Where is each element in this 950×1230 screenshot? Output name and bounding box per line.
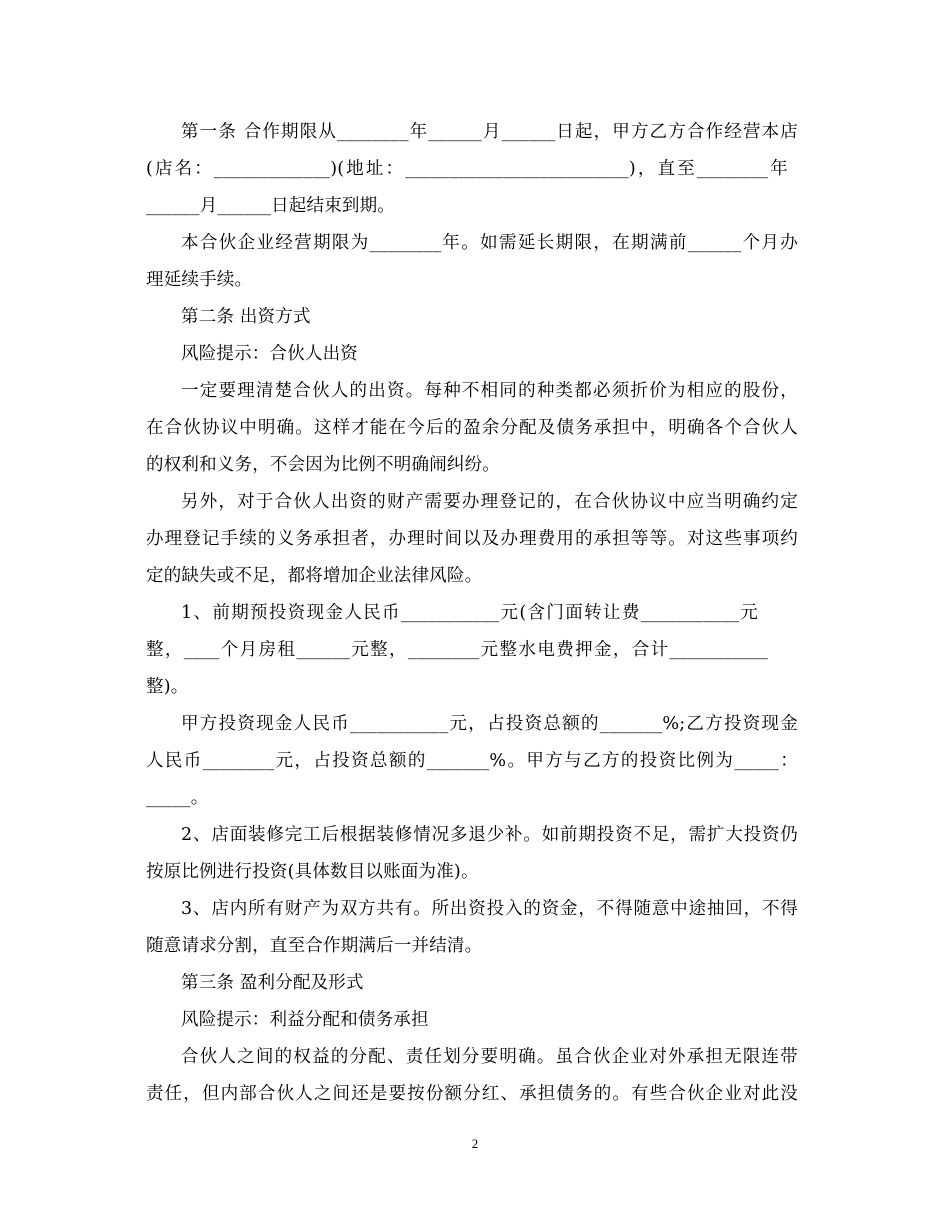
text-line-17: 甲方投资现金人民币___________元，占投资总额的_______%;乙方投资现金 xyxy=(181,714,798,734)
text-line-18: 人民币________元，占投资总额的_______%。甲方与乙方的投资比例为_____： xyxy=(146,751,798,771)
text-line-10: 的权利和义务，不会因为比例不明确闹纠纷。 xyxy=(146,455,500,475)
text-line-2: (店名：_____________)(地址：_________________________)，直至________年 xyxy=(146,159,788,179)
text-line-19: _____。 xyxy=(146,788,209,808)
text-line-14: 1、前期预投资现金人民币___________元(含门面转让费___________元 xyxy=(181,603,758,623)
text-line-9: 在合伙协议中明确。这样才能在今后的盈余分配及债务承担中，明确各个合伙人 xyxy=(146,418,798,438)
section-heading-2: 第二条 出资方式 xyxy=(181,307,311,327)
text-line-23: 随意请求分割，直至合作期满后一并结清。 xyxy=(146,936,483,956)
risk-tip-1: 风险提示：合伙人出资 xyxy=(181,344,358,364)
text-line-1: 第一条 合作期限从________年______月______日起，甲方乙方合作经营本店 xyxy=(181,122,798,142)
text-line-16: 整)。 xyxy=(146,677,189,697)
section-heading-3: 第三条 盈利分配及形式 xyxy=(181,973,364,993)
text-line-12: 办理登记手续的义务承担者，办理时间以及办理费用的承担等等。对这些事项约 xyxy=(146,529,798,549)
text-line-8: 一定要理清楚合伙人的出资。每种不相同的种类都必须折价为相应的股份， xyxy=(181,381,798,401)
risk-tip-2: 风险提示：利益分配和债务承担 xyxy=(181,1010,429,1030)
text-line-20: 2、店面装修完工后根据装修情况多退少补。如前期投资不足，需扩大投资仍 xyxy=(181,825,798,845)
page-number: 2 xyxy=(471,1136,479,1151)
text-line-11: 另外，对于合伙人出资的财产需要办理登记的，在合伙协议中应当明确约定 xyxy=(181,492,798,512)
text-line-27: 责任，但内部合伙人之间还是要按份额分红、承担债务的。有些合伙企业对此没 xyxy=(146,1084,798,1104)
text-line-3: ______月______日起结束到期。 xyxy=(146,196,395,216)
text-line-21: 按原比例进行投资(具体数目以账面为准)。 xyxy=(146,862,479,882)
text-line-22: 3、店内所有财产为双方共有。所出资投入的资金，不得随意中途抽回，不得 xyxy=(181,899,798,919)
text-line-13: 定的缺失或不足，都将增加企业法律风险。 xyxy=(146,566,483,586)
text-line-15: 整，____个月房租______元整，________元整水电费押金，合计___________ xyxy=(146,640,768,660)
text-line-5: 理延续手续。 xyxy=(146,270,253,290)
text-line-26: 合伙人之间的权益的分配、责任划分要明确。虽合伙企业对外承担无限连带 xyxy=(181,1047,798,1067)
text-line-4: 本合伙企业经营期限为________年。如需延长期限，在期满前______个月办 xyxy=(181,233,798,253)
